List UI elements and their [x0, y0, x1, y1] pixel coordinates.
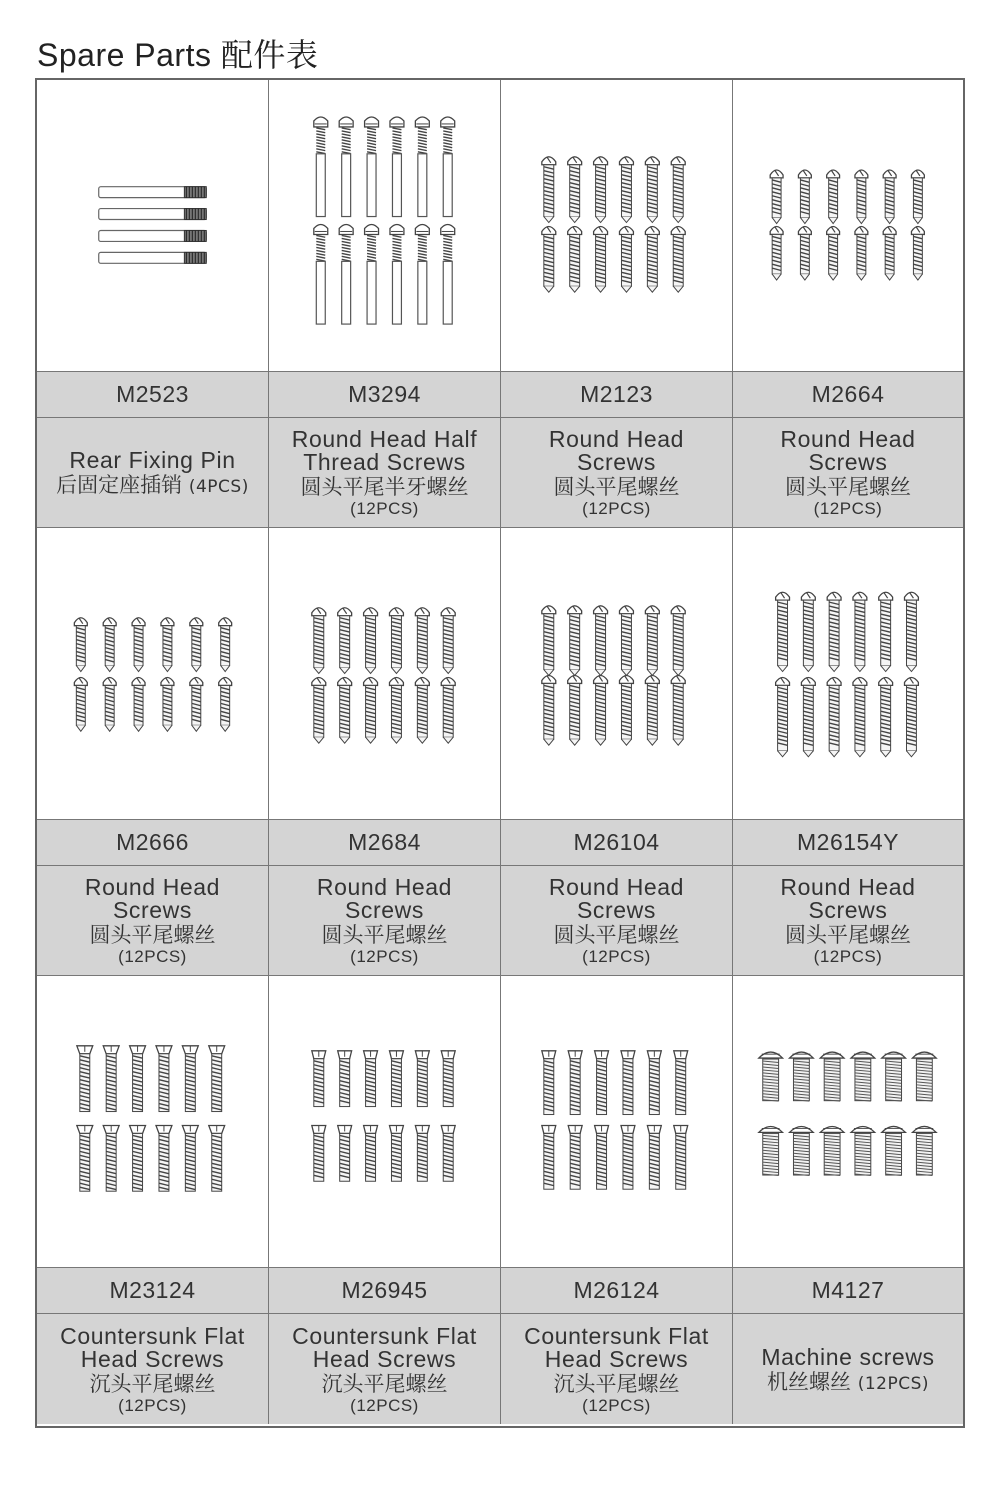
part-image-cell — [37, 976, 269, 1268]
screw-illustration — [911, 226, 924, 280]
part-name-cn: 圆头平尾螺丝 — [553, 475, 680, 499]
part-name-cn: 圆头平尾半牙螺丝 — [300, 475, 469, 499]
part-name-en: Rear Fixing Pin — [69, 447, 236, 473]
part-illustration — [733, 976, 963, 1267]
part-description — [733, 1314, 963, 1424]
part-image-cell — [37, 80, 269, 372]
part-code: M2664 — [733, 372, 963, 418]
screw-illustration — [801, 677, 815, 756]
screw-illustration — [568, 157, 582, 223]
screw-illustration — [882, 1126, 906, 1175]
part-name-cn: 机丝螺丝 — [767, 1369, 851, 1394]
screw-illustration — [415, 1125, 429, 1181]
part-code: M2123 — [501, 372, 733, 418]
part-name-en: Head Screws — [544, 1345, 689, 1372]
part-description — [37, 1314, 269, 1424]
part-quantity: (4PCS) — [188, 477, 249, 497]
screw-illustration — [312, 608, 326, 674]
screw-illustration — [364, 608, 378, 674]
screw-illustration — [156, 1125, 172, 1191]
part-name-cn: 沉头平尾螺丝 — [553, 1371, 680, 1396]
screw-illustration — [441, 225, 455, 325]
screw-illustration — [645, 226, 659, 292]
part-code: M26124 — [501, 1268, 733, 1314]
screw-illustration — [389, 608, 403, 674]
part-name-en: Machine screws — [761, 1343, 935, 1370]
screw-illustration — [912, 1126, 936, 1175]
screw-illustration — [820, 1052, 844, 1101]
part-name-en: Round Head — [84, 874, 221, 900]
screw-illustration — [441, 1051, 455, 1107]
pin-illustration — [99, 187, 207, 198]
part-description — [733, 418, 963, 528]
screw-illustration — [568, 1125, 582, 1189]
part-name-en: Round Head — [548, 874, 685, 900]
part-code: M26945 — [269, 1268, 501, 1314]
part-name-en: Screws — [808, 449, 888, 475]
screw-illustration — [674, 1051, 688, 1115]
part-name-en: Head Screws — [312, 1345, 457, 1372]
screw-illustration — [759, 1052, 783, 1101]
part-image-cell — [733, 528, 963, 820]
screw-illustration — [647, 1051, 661, 1115]
screw-illustration — [671, 606, 685, 676]
part-name-cn: 圆头平尾螺丝 — [553, 923, 680, 947]
part-description — [269, 866, 501, 976]
part-name-en: Screws — [576, 449, 656, 475]
screw-illustration — [647, 1125, 661, 1189]
part-illustration — [269, 80, 500, 371]
part-quantity: (12PCS) — [582, 499, 651, 518]
screw-illustration — [312, 1125, 326, 1181]
screw-illustration — [671, 226, 685, 292]
screw-illustration — [776, 677, 790, 756]
screw-illustration — [161, 677, 174, 731]
part-illustration — [733, 80, 963, 371]
part-illustration — [269, 528, 500, 819]
part-quantity: (12PCS) — [582, 947, 651, 966]
pin-illustration — [99, 252, 207, 263]
part-image-cell — [269, 528, 501, 820]
part-quantity: (12PCS) — [857, 1373, 929, 1394]
screw-illustration — [855, 226, 868, 280]
screw-illustration — [338, 1125, 352, 1181]
part-name-cn: 沉头平尾螺丝 — [321, 1371, 448, 1396]
screw-illustration — [619, 675, 633, 745]
part-image-cell — [501, 80, 733, 372]
screw-illustration — [338, 608, 352, 674]
part-name-en: Round Head — [780, 426, 916, 452]
screw-illustration — [645, 157, 659, 223]
screw-illustration — [389, 1051, 403, 1107]
screw-illustration — [827, 170, 840, 224]
part-name-en: Screws — [112, 897, 192, 923]
screw-illustration — [790, 1126, 814, 1175]
screw-illustration — [390, 225, 404, 325]
part-name-en: Round Head Half — [291, 426, 478, 452]
screw-illustration — [364, 1051, 378, 1107]
screw-illustration — [441, 1125, 455, 1181]
part-name-en: Thread Screws — [303, 449, 466, 475]
screw-illustration — [314, 225, 328, 325]
part-image-cell — [501, 528, 733, 820]
screw-illustration — [415, 1051, 429, 1107]
screw-illustration — [645, 606, 659, 676]
screw-illustration — [338, 677, 352, 743]
screw-illustration — [882, 1052, 906, 1101]
part-name-cn: 圆头平尾螺丝 — [89, 923, 216, 947]
screw-illustration — [798, 226, 811, 280]
part-description — [501, 1314, 733, 1424]
screw-illustration — [542, 1125, 556, 1189]
screw-illustration — [770, 170, 783, 224]
screw-illustration — [619, 157, 633, 223]
part-illustration — [501, 528, 732, 819]
screw-illustration — [855, 170, 868, 224]
part-name-cn: 圆头平尾螺丝 — [785, 475, 911, 499]
screw-illustration — [879, 677, 893, 756]
screw-illustration — [912, 1052, 936, 1101]
screw-illustration — [853, 677, 867, 756]
screw-illustration — [594, 675, 608, 745]
part-quantity: (12PCS) — [813, 499, 883, 518]
spare-parts-table — [35, 78, 965, 1428]
part-description — [37, 418, 269, 528]
part-description — [269, 418, 501, 528]
part-name-en: Screws — [808, 897, 888, 923]
screw-illustration — [801, 592, 815, 671]
part-name-cn: 圆头平尾螺丝 — [321, 923, 448, 947]
part-code: M23124 — [37, 1268, 269, 1314]
part-name-cn: 沉头平尾螺丝 — [89, 1371, 216, 1396]
screw-illustration — [853, 592, 867, 671]
screw-illustration — [338, 1051, 352, 1107]
part-illustration — [37, 80, 268, 371]
part-name-en: Screws — [344, 897, 424, 923]
part-illustration — [37, 528, 268, 819]
screw-illustration — [364, 1125, 378, 1181]
screw-illustration — [568, 226, 582, 292]
screw-illustration — [851, 1126, 875, 1175]
pin-illustration — [99, 230, 207, 241]
part-description — [37, 866, 269, 976]
screw-illustration — [339, 225, 353, 325]
part-code: M2684 — [269, 820, 501, 866]
part-name-en: Countersunk Flat — [60, 1322, 245, 1349]
screw-illustration — [132, 677, 145, 731]
part-image-cell — [501, 976, 733, 1268]
screw-illustration — [594, 226, 608, 292]
screw-illustration — [542, 157, 556, 223]
part-description — [501, 866, 733, 976]
part-code: M2523 — [37, 372, 269, 418]
screw-illustration — [619, 226, 633, 292]
screw-illustration — [182, 1125, 198, 1191]
screw-illustration — [132, 618, 145, 672]
part-code: M26154Y — [733, 820, 963, 866]
screw-illustration — [595, 1125, 609, 1189]
screw-illustration — [190, 618, 203, 672]
screw-illustration — [542, 226, 556, 292]
part-illustration — [501, 80, 732, 371]
screw-illustration — [542, 675, 556, 745]
part-description — [501, 418, 733, 528]
part-image-cell — [733, 80, 963, 372]
part-name-en: Screws — [576, 897, 656, 923]
part-name-cn: 后固定座插销 — [56, 473, 183, 497]
screw-illustration — [905, 677, 919, 756]
part-illustration — [501, 976, 732, 1267]
screw-illustration — [209, 1125, 225, 1191]
screw-illustration — [905, 592, 919, 671]
part-illustration — [37, 976, 268, 1267]
part-description — [733, 866, 963, 976]
screw-illustration — [74, 618, 87, 672]
screw-illustration — [594, 157, 608, 223]
screw-illustration — [130, 1046, 146, 1112]
part-image-cell — [37, 528, 269, 820]
screw-illustration — [595, 1051, 609, 1115]
screw-illustration — [156, 1046, 172, 1112]
part-image-cell — [269, 976, 501, 1268]
screw-illustration — [568, 606, 582, 676]
screw-illustration — [103, 1046, 119, 1112]
screw-illustration — [621, 1051, 635, 1115]
part-code: M26104 — [501, 820, 733, 866]
screw-illustration — [415, 608, 429, 674]
part-quantity: (12PCS) — [350, 499, 419, 518]
screw-illustration — [645, 675, 659, 745]
part-name-en: Round Head — [548, 426, 685, 452]
part-code: M3294 — [269, 372, 501, 418]
screw-illustration — [911, 170, 924, 224]
part-quantity: (12PCS) — [118, 947, 187, 966]
part-illustration — [269, 976, 500, 1267]
part-name-en: Head Screws — [80, 1345, 225, 1372]
screw-illustration — [619, 606, 633, 676]
screw-illustration — [219, 618, 232, 672]
screw-illustration — [389, 677, 403, 743]
part-quantity: (12PCS) — [350, 947, 419, 966]
screw-illustration — [542, 606, 556, 676]
part-name-cn: 圆头平尾螺丝 — [785, 923, 911, 947]
screw-illustration — [827, 226, 840, 280]
screw-illustration — [77, 1125, 93, 1191]
screw-illustration — [776, 592, 790, 671]
screw-illustration — [182, 1046, 198, 1112]
screw-illustration — [103, 618, 116, 672]
screw-illustration — [879, 592, 893, 671]
screw-illustration — [103, 1125, 119, 1191]
screw-illustration — [798, 170, 811, 224]
part-illustration — [733, 528, 963, 819]
screw-illustration — [312, 1051, 326, 1107]
part-name-en: Round Head — [316, 874, 453, 900]
part-image-cell — [269, 80, 501, 372]
screw-illustration — [594, 606, 608, 676]
screw-illustration — [389, 1125, 403, 1181]
screw-illustration — [314, 117, 328, 217]
part-name-en: Countersunk Flat — [292, 1322, 477, 1349]
screw-illustration — [441, 677, 455, 743]
screw-illustration — [161, 618, 174, 672]
screw-illustration — [820, 1126, 844, 1175]
screw-illustration — [364, 677, 378, 743]
screw-illustration — [74, 677, 87, 731]
screw-illustration — [130, 1125, 146, 1191]
screw-illustration — [568, 1051, 582, 1115]
part-description — [269, 1314, 501, 1424]
screw-illustration — [621, 1125, 635, 1189]
screw-illustration — [190, 677, 203, 731]
part-image-cell — [733, 976, 963, 1268]
part-code: M4127 — [733, 1268, 963, 1314]
screw-illustration — [851, 1052, 875, 1101]
part-code: M2666 — [37, 820, 269, 866]
page-title: Spare Parts 配件表 — [37, 37, 319, 73]
screw-illustration — [671, 675, 685, 745]
screw-illustration — [77, 1046, 93, 1112]
screw-illustration — [415, 677, 429, 743]
part-quantity: (12PCS) — [813, 947, 883, 966]
screw-illustration — [415, 117, 429, 217]
screw-illustration — [415, 225, 429, 325]
screw-illustration — [671, 157, 685, 223]
screw-illustration — [365, 117, 379, 217]
screw-illustration — [312, 677, 326, 743]
screw-illustration — [883, 226, 896, 280]
screw-illustration — [790, 1052, 814, 1101]
screw-illustration — [339, 117, 353, 217]
screw-illustration — [770, 226, 783, 280]
screw-illustration — [827, 592, 841, 671]
screw-illustration — [365, 225, 379, 325]
screw-illustration — [441, 117, 455, 217]
pin-illustration — [99, 209, 207, 220]
part-quantity: (12PCS) — [350, 1395, 419, 1415]
part-name-en: Round Head — [780, 874, 916, 900]
screw-illustration — [827, 677, 841, 756]
screw-illustration — [390, 117, 404, 217]
screw-illustration — [441, 608, 455, 674]
screw-illustration — [542, 1051, 556, 1115]
screw-illustration — [568, 675, 582, 745]
part-quantity: (12PCS) — [582, 1395, 651, 1415]
part-quantity: (12PCS) — [118, 1395, 187, 1415]
screw-illustration — [759, 1126, 783, 1175]
part-name-en: Countersunk Flat — [524, 1322, 709, 1349]
screw-illustration — [219, 677, 232, 731]
screw-illustration — [883, 170, 896, 224]
screw-illustration — [209, 1046, 225, 1112]
screw-illustration — [103, 677, 116, 731]
screw-illustration — [674, 1125, 688, 1189]
